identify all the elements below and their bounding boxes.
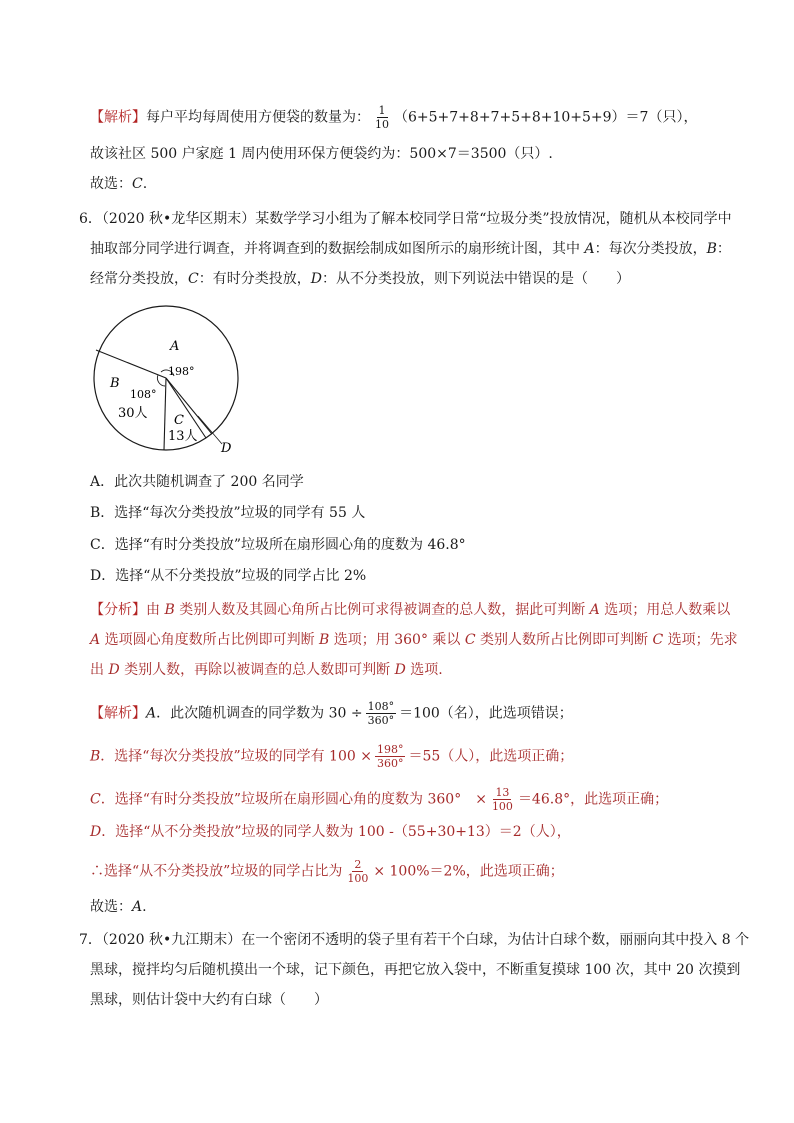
solution-line-1: 【解析】A．此次随机调查的同学数为 30 ÷ $\frac{108^\circ}{360^\circ}$ ＝100（名），此选项错误； bbox=[90, 700, 573, 727]
question-6-line-1: 6．（2020 秋•龙华区期末）某数学学习小组为了解本校同学日常“垃圾分类”投放情况，随机从本校同学中 bbox=[79, 211, 732, 227]
pie-label-c: C bbox=[174, 413, 184, 428]
prev-analysis-line-1 bbox=[90, 104, 697, 131]
fraction: $\frac{198^\circ}{360^\circ}$ bbox=[376, 743, 404, 770]
option-a: A．此次共随机调查了 200 名同学 bbox=[90, 474, 304, 490]
analysis-line-2: A 选项圆心角度数所占比例即可判断 B 选项；用 360° 乘以 C 类别人数所占比例即可判断 C 选项；先求 bbox=[90, 632, 738, 648]
prev-analysis-text: 每户平均每周使用方便袋的数量为： bbox=[146, 109, 370, 126]
analysis-tag: 【解析】 bbox=[90, 109, 146, 126]
pie-count-b: 30人 bbox=[118, 406, 148, 421]
question-6-line-2: 抽取部分同学进行调查，并将调查到的数据绘制成如图所示的扇形统计图，其中 A：每次分类投放，B： bbox=[90, 241, 731, 257]
fraction: $\frac{1}{10}$ bbox=[375, 104, 389, 131]
solution-line-2: B．选择“每次分类投放”垃圾的同学有 100 × $\frac{198^\circ}{360^\circ}$ ＝55（人），此选项正确； bbox=[90, 743, 574, 770]
pie-label-b: B bbox=[110, 376, 120, 391]
pie-label-d: D bbox=[221, 441, 232, 456]
question-7-line-3: 黑球，则估计袋中大约有白球（ ） bbox=[90, 992, 328, 1008]
pie-label-a: A bbox=[170, 339, 180, 354]
prev-analysis-expression: （6+5+7+8+7+5+8+10+5+9）＝7（只）， bbox=[394, 109, 698, 126]
analysis-line-1: 【分析】由 B 类别人数及其圆心角所占比例可求得被调查的总人数，据此可判断 A 选项；用总人数乘以 bbox=[90, 602, 731, 618]
prev-answer: 故选：C. bbox=[90, 176, 148, 192]
pie-boundary-da bbox=[166, 378, 212, 434]
option-d: D．选择“从不分类投放”垃圾的同学占比 2% bbox=[90, 568, 367, 584]
analysis-line-3: 出 D 类别人数，再除以被调查的总人数即可判断 D 选项. bbox=[90, 662, 443, 678]
solution-line-4: D．选择“从不分类投放”垃圾的同学人数为 100 -（55+30+13）＝2（人）， bbox=[90, 824, 571, 840]
solution-line-3: C．选择“有时分类投放”垃圾所在扇形圆心角的度数为 360° × $\frac{13}{100}$ ＝46.8°，此选项正确； bbox=[90, 786, 669, 813]
pie-chart-figure bbox=[88, 300, 258, 460]
question-number: 6． bbox=[79, 211, 102, 227]
question-number: 7． bbox=[79, 932, 102, 948]
fraction: $\frac{13}{100}$ bbox=[491, 786, 513, 813]
pie-angle-b: 108° bbox=[130, 388, 157, 401]
question-6-line-3: 经常分类投放，C：有时分类投放，D：从不分类投放，则下列说法中错误的是（ ） bbox=[90, 271, 630, 287]
fraction: $\frac{2}{100}$ bbox=[347, 858, 369, 885]
pie-boundary-bc bbox=[164, 378, 166, 450]
pie-boundary-ab bbox=[96, 350, 166, 378]
pie-angle-a: 198° bbox=[168, 365, 195, 378]
pointer-d bbox=[198, 416, 222, 444]
question-7-line-1: 7．（2020 秋•九江期末）在一个密闭不透明的袋子里有若干个白球，为估计白球个数，丽丽向其中投入 8 个 bbox=[79, 932, 750, 948]
analysis-tag: 【分析】 bbox=[90, 602, 146, 618]
fraction: $\frac{108^\circ}{360^\circ}$ bbox=[367, 700, 395, 727]
question-7-line-2: 黑球，搅拌均匀后随机摸出一个球，记下颜色，再把它放入袋中，不断重复摸球 100 次，其中 20 次摸到 bbox=[90, 962, 741, 978]
pie-count-c: 13人 bbox=[168, 429, 198, 444]
solution-answer: 故选：A. bbox=[90, 899, 147, 915]
prev-analysis-line-2: 故该社区 500 户家庭 1 周内使用环保方便袋约为：500×7＝3500（只）. bbox=[90, 146, 553, 162]
option-b: B．选择“每次分类投放”垃圾的同学有 55 人 bbox=[90, 505, 366, 521]
solution-tag: 【解析】 bbox=[90, 705, 146, 722]
solution-line-5: ∴选择“从不分类投放”垃圾的同学占比为 $\frac{2}{100}$ × 100%＝2%，此选项正确； bbox=[90, 858, 564, 885]
option-c: C．选择“有时分类投放”垃圾所在扇形圆心角的度数为 46.8° bbox=[90, 537, 466, 553]
